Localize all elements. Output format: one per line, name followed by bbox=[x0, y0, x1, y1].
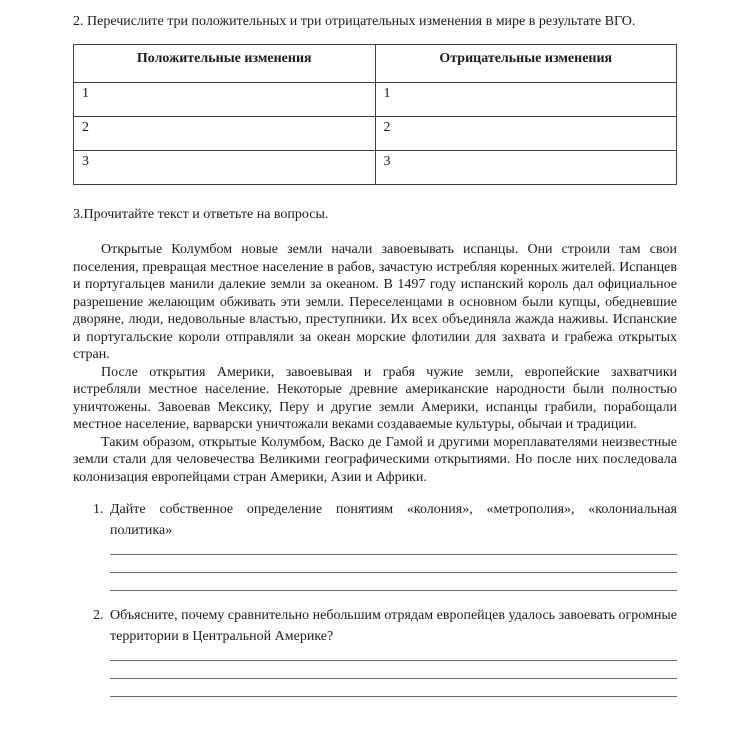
table-header-positive: Положительные изменения bbox=[74, 45, 376, 83]
task2-instruction: 2. Перечислите три положительных и три отрицательных изменения в мире в результате ВГО. bbox=[73, 14, 636, 29]
table-header-negative: Отрицательные изменения bbox=[375, 45, 677, 83]
table-cell: 2 bbox=[74, 117, 376, 151]
question-1-answer-area bbox=[110, 541, 677, 591]
table-row bbox=[74, 117, 677, 151]
answer-line bbox=[110, 573, 677, 591]
table-row bbox=[74, 83, 677, 117]
table-row bbox=[74, 151, 677, 185]
reading-paragraph-2: После открытия Америки, завоевывая и грабя чужие земли, европейские захватчики истребляли местное население. Некоторые древние американские народности были полностью уничтожены. Завоевав Мексику, Перу и другие земли Америки, испанцы грабили, порабощали местное население, варварски уничтожали веками создаваемые культуры, обычаи и традиции. bbox=[73, 364, 677, 432]
reading-paragraph-1: Открытые Колумбом новые земли начали завоевывать испанцы. Они строили там свои поселения, превращая местное население в рабов, зачастую истребляя коренных жителей. Испанцев и португальцев манили далекие земли за океаном. В 1497 году испанский король дал официальное разрешение желающим обживать эти земли. Переселенцами в основном были купцы, обедневшие дворяне, люди, недовольные властью, преступники. Их всех объединяла жажда наживы. Испанские и португальские короли отправляли за океан морские флотилии для захвата и грабежа открытых стран. bbox=[73, 242, 677, 362]
question-2-text: Объясните, почему сравнительно небольшим отрядам европейцев удалось завоевать огромные территории в Центральной Америке? bbox=[110, 608, 677, 644]
table-header-row bbox=[74, 45, 677, 83]
table-cell: 3 bbox=[375, 151, 677, 185]
question-1 bbox=[73, 500, 677, 591]
table-cell: 1 bbox=[74, 83, 376, 117]
question-1-text: Дайте собственное определение понятиям «колония», «метрополия», «колониальная политика» bbox=[110, 502, 677, 538]
answer-line bbox=[110, 541, 677, 555]
question-2-number: 2. bbox=[93, 608, 104, 623]
answer-line bbox=[110, 647, 677, 661]
answer-line bbox=[110, 661, 677, 679]
answer-line bbox=[110, 555, 677, 573]
table-cell: 2 bbox=[375, 117, 677, 151]
question-list bbox=[73, 500, 677, 697]
question-2 bbox=[73, 606, 677, 697]
question-2-row bbox=[93, 606, 677, 647]
changes-table bbox=[73, 44, 677, 185]
question-1-number: 1. bbox=[93, 502, 104, 517]
table-cell: 3 bbox=[74, 151, 376, 185]
question-2-answer-area bbox=[110, 647, 677, 697]
task3-instruction: 3.Прочитайте текст и ответьте на вопросы. bbox=[73, 207, 329, 222]
answer-line bbox=[110, 679, 677, 697]
table-cell: 1 bbox=[375, 83, 677, 117]
question-1-row bbox=[93, 500, 677, 541]
reading-paragraph-3: Таким образом, открытые Колумбом, Васко де Гамой и другими мореплавателями неизвестные земли стали для человечества Великими географическими открытиями. Но после них последовала колонизация европейцами стран Америки, Азии и Африки. bbox=[73, 434, 677, 485]
